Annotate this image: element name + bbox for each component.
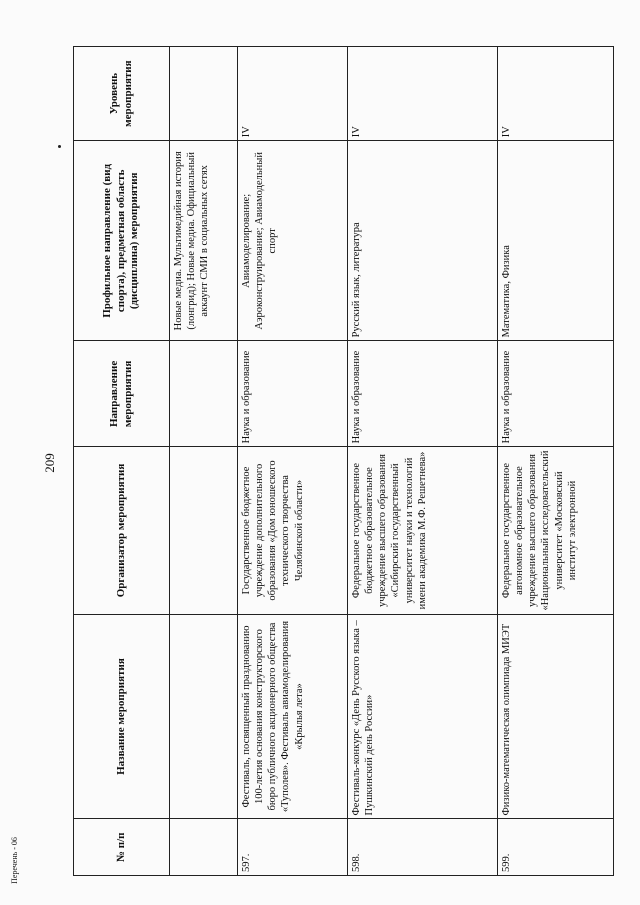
row-profile: Русский язык, литература: [348, 141, 498, 341]
table-row: [238, 47, 348, 876]
row-level: IV: [348, 47, 498, 141]
table-row: [348, 47, 498, 876]
continuation-direction: [170, 341, 238, 447]
table-row: [498, 47, 614, 876]
row-organizer: Федеральное государственное автономное образовательное учреждение высшего образования «Национальный исследовательский университет «Московский институт электронной: [498, 447, 614, 614]
footer-text: Перечень - 06: [9, 836, 19, 884]
row-level: IV: [498, 47, 614, 141]
continuation-row: [170, 47, 238, 876]
header-profile: Профильное направление (вид спорта), предметная область (дисциплина) мероприятия: [74, 141, 170, 341]
page-footer: [4, 830, 24, 890]
header-num: № п/п: [74, 819, 170, 876]
row-name: Фестиваль-конкурс «День Русского языка – Пушкинский день России»: [348, 614, 498, 819]
row-direction: Наука и образование: [238, 341, 348, 447]
row-name: Фестиваль, посвященный празднованию 100-летия основания конструкторского бюро публичного акционерного общества «Туполев». Фестиваль авиамоделирования «Крылья лета»: [238, 614, 348, 819]
events-table: [73, 46, 614, 876]
row-direction: Наука и образование: [498, 341, 614, 447]
header-organizer: Организатор мероприятия: [74, 447, 170, 614]
header-name: Название мероприятия: [74, 614, 170, 819]
continuation-num: [170, 819, 238, 876]
row-num: 599.: [498, 819, 614, 876]
continuation-organizer: [170, 447, 238, 614]
row-profile: Авиамоделирование; Аэроконструирование; Авиамодельный спорт: [238, 141, 348, 341]
scan-speck: [58, 145, 61, 148]
header-direction: Направление мероприятия: [74, 341, 170, 447]
row-profile: Математика, Физика: [498, 141, 614, 341]
row-organizer: Федеральное государственное бюджетное образовательное учреждение высшего образования «Сибирский государственный университет науки и технологий имени академика М.Ф. Решетнева»: [348, 447, 498, 614]
page-number-text: 209: [42, 453, 57, 473]
row-num: 597.: [238, 819, 348, 876]
continuation-profile: Новые медиа. Мультимедийная история (лонгрид); Новые медиа. Официальный аккаунт СМИ в социальных сетях: [170, 141, 238, 341]
table-header-row: [74, 47, 170, 876]
page-number: [40, 448, 60, 478]
rotated-table: [73, 46, 613, 876]
row-num: 598.: [348, 819, 498, 876]
row-organizer: Государственное бюджетное учреждение дополнительного образования «Дом юношеского технического творчества Челябинской области»: [238, 447, 348, 614]
header-level: Уровень мероприятия: [74, 47, 170, 141]
continuation-name: [170, 614, 238, 819]
table-frame: [73, 46, 613, 876]
continuation-level: [170, 47, 238, 141]
row-level: IV: [238, 47, 348, 141]
row-name: Физико-математическая олимпиада МИЭТ: [498, 614, 614, 819]
row-direction: Наука и образование: [348, 341, 498, 447]
